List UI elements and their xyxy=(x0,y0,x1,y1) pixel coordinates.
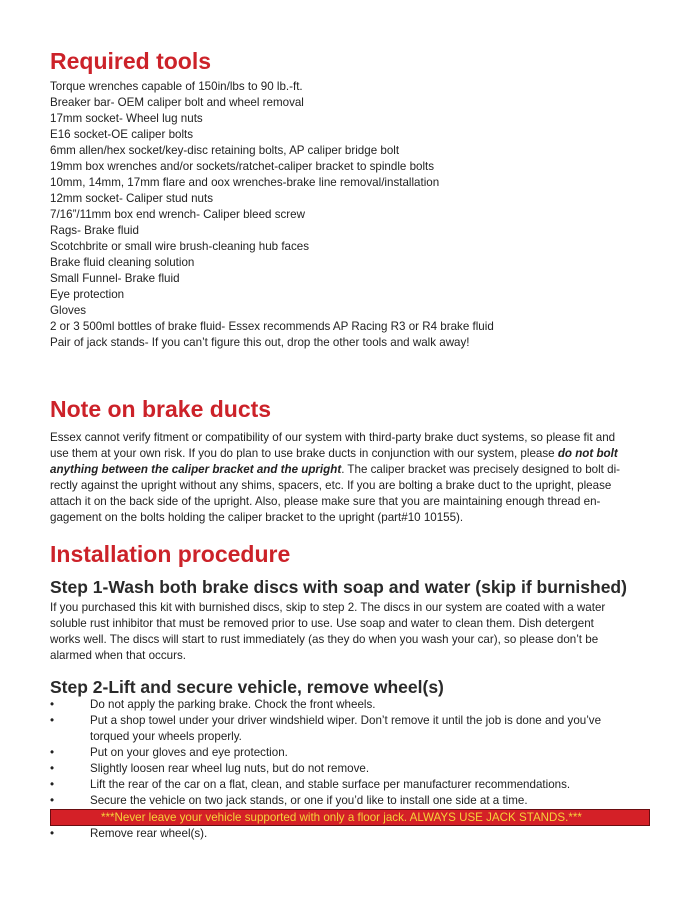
paragraph-line: soluble rust inhibitor that must be removed prior to use. Use soap and water to clean them. Dish detergent xyxy=(50,617,594,630)
list-item xyxy=(50,777,655,793)
tool-item: Small Funnel- Brake fluid xyxy=(50,272,180,285)
list-item-text: Slightly loosen rear wheel lug nuts, but do not remove. xyxy=(90,762,370,775)
list-item xyxy=(50,713,655,745)
list-item-text: Put a shop towel under your driver windshield wiper. Don’t remove it until the job is done and you’ve xyxy=(90,714,602,727)
tool-item: Rags- Brake fluid xyxy=(50,224,139,237)
warning-text: ***Never leave your vehicle supported with only a floor jack. ALWAYS USE JACK STANDS.*** xyxy=(101,811,582,824)
paragraph-text: . The caliper bracket was precisely designed to bolt di- xyxy=(341,463,621,476)
bullet-icon: • xyxy=(50,714,55,727)
step2-final-bullet xyxy=(50,826,655,842)
tool-item: 2 or 3 500ml bottles of brake fluid- Essex recommends AP Racing R3 or R4 brake fluid xyxy=(50,320,494,333)
tool-item: Brake fluid cleaning solution xyxy=(50,256,195,269)
tool-item: 19mm box wrenches and/or sockets/ratchet-caliper bracket to spindle bolts xyxy=(50,160,435,173)
step1-heading: Step 1-Wash both brake discs with soap and water (skip if burnished) xyxy=(50,577,627,597)
emphasis-text: do not bolt xyxy=(557,447,618,460)
tool-item: 10mm, 14mm, 17mm flare and oox wrenches-brake line removal/installation xyxy=(50,176,440,189)
tool-item: 6mm allen/hex socket/key-disc retaining bolts, AP caliper bridge bolt xyxy=(50,144,400,157)
list-item-text: Do not apply the parking brake. Chock the front wheels. xyxy=(90,698,376,711)
paragraph-text: use them at your own risk. If you do plan to use brake ducts in conjunction with our system, please xyxy=(50,447,558,460)
tool-item: 12mm socket- Caliper stud nuts xyxy=(50,192,214,205)
paragraph-line: Essex cannot verify fitment or compatibility of our system with third-party brake duct systems, so please fit and xyxy=(50,431,616,444)
tool-item: Pair of jack stands- If you can’t figure this out, drop the other tools and walk away! xyxy=(50,336,470,349)
installation-heading: Installation procedure xyxy=(50,541,291,567)
tool-item: E16 socket-OE caliper bolts xyxy=(50,128,194,141)
list-item-text: Lift the rear of the car on a flat, clean, and stable surface per manufacturer recommendations. xyxy=(90,778,571,791)
paragraph-line: gagement on the bolts holding the caliper bracket to the upright (part#10 10155). xyxy=(50,511,464,524)
bullet-icon: • xyxy=(50,762,55,775)
list-item-text: Put on your gloves and eye protection. xyxy=(90,746,288,759)
tool-item: 7/16”/11mm box end wrench- Caliper bleed screw xyxy=(50,208,305,221)
tool-item: Scotchbrite or small wire brush-cleaning hub faces xyxy=(50,240,310,253)
tool-item: Eye protection xyxy=(50,288,125,301)
list-item-text: torqued your wheels properly. xyxy=(90,730,242,743)
list-item-text: Remove rear wheel(s). xyxy=(90,827,208,840)
list-item xyxy=(50,745,655,761)
emphasis-text: anything between the caliper bracket and the upright xyxy=(50,463,342,476)
tool-item: 17mm socket- Wheel lug nuts xyxy=(50,112,203,125)
paragraph-line xyxy=(50,446,650,462)
tool-item: Breaker bar- OEM caliper bolt and wheel removal xyxy=(50,96,304,109)
tool-item: Gloves xyxy=(50,304,87,317)
brake-ducts-heading: Note on brake ducts xyxy=(50,396,272,422)
paragraph-line: works well. The discs will start to rust immediately (as they do when you wash your car), so please don’t be xyxy=(50,633,599,646)
brake-ducts-paragraph xyxy=(50,430,650,526)
list-item xyxy=(50,761,655,777)
bullet-icon: • xyxy=(50,746,55,759)
paragraph-line: attach it on the back side of the upright. Also, please make sure that you are maintaining enough thread en- xyxy=(50,495,601,508)
step1-paragraph xyxy=(50,600,650,664)
bullet-icon: • xyxy=(50,827,55,840)
bullet-icon: • xyxy=(50,698,55,711)
paragraph-line: If you purchased this kit with burnished discs, skip to step 2. The discs in our system are coated with a water xyxy=(50,601,606,614)
paragraph-line: alarmed when that occurs. xyxy=(50,649,186,662)
required-tools-heading: Required tools xyxy=(50,48,212,74)
jack-stand-warning-banner xyxy=(50,809,650,826)
paragraph-line xyxy=(50,462,650,478)
paragraph-line: rectly against the upright without any shims, spacers, etc. If you are bolting a brake duct to the upright, please xyxy=(50,479,612,492)
list-item-text: Secure the vehicle on two jack stands, or one if you’d like to install one side at a time. xyxy=(90,794,528,807)
step2-heading: Step 2-Lift and secure vehicle, remove wheel(s) xyxy=(50,677,444,697)
bullet-icon: • xyxy=(50,794,55,807)
tool-item: Torque wrenches capable of 150in/lbs to 90 lb.-ft. xyxy=(50,80,303,93)
step2-bullet-list xyxy=(50,697,655,809)
list-item xyxy=(50,793,655,809)
list-item xyxy=(50,826,655,842)
bullet-icon: • xyxy=(50,778,55,791)
list-item xyxy=(50,697,655,713)
required-tools-list xyxy=(50,79,494,351)
